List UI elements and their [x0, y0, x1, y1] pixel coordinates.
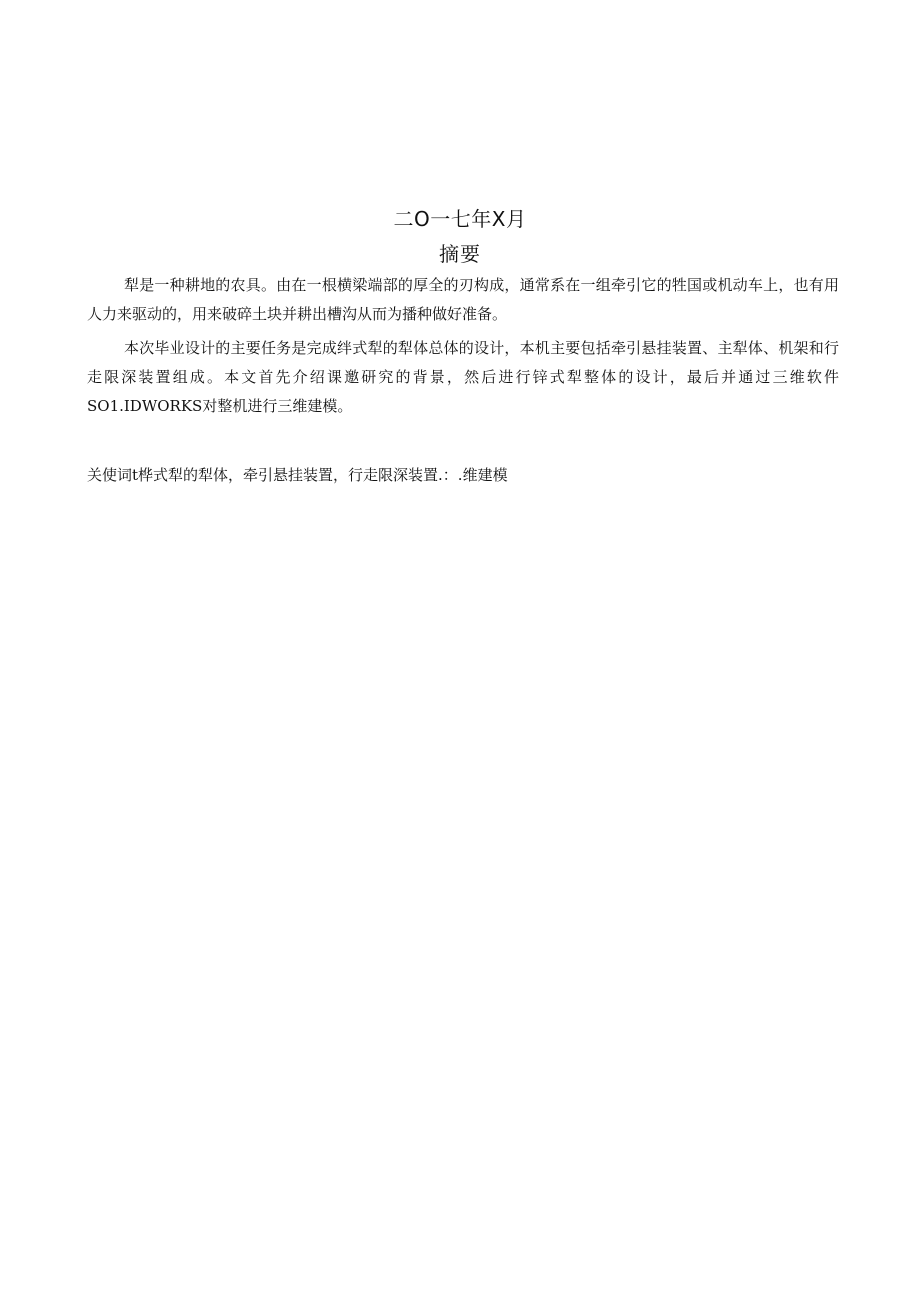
abstract-paragraph-2: 本次毕业设计的主要任务是完成绊式犁的犁体总体的设计，本机主要包括牵引悬挂装置、主犁体、机架和行走限深装置组成。本文首先介绍课邀研究的背景，然后进行锌式犁整体的设计，最后并通过三维软件SO1.IDWORKS对整机进行三维建模。 — [87, 339, 839, 415]
abstract-paragraph-1: 犁是一种耕地的农具。由在一根横梁端部的厚全的刃构成，通常系在一组牵引它的牲国或机动车上，也有用人力来驱动的，用来破碎土块并耕出槽沟从而为播种做好准备。 — [87, 276, 839, 323]
abstract-heading: 摘要 — [439, 242, 481, 266]
date-line: 二O一七年X月 — [393, 207, 527, 231]
keywords-line: 关使词t桦式犁的犁体，牵引悬挂装置，行走限深装置.：.维建模 — [87, 466, 508, 484]
